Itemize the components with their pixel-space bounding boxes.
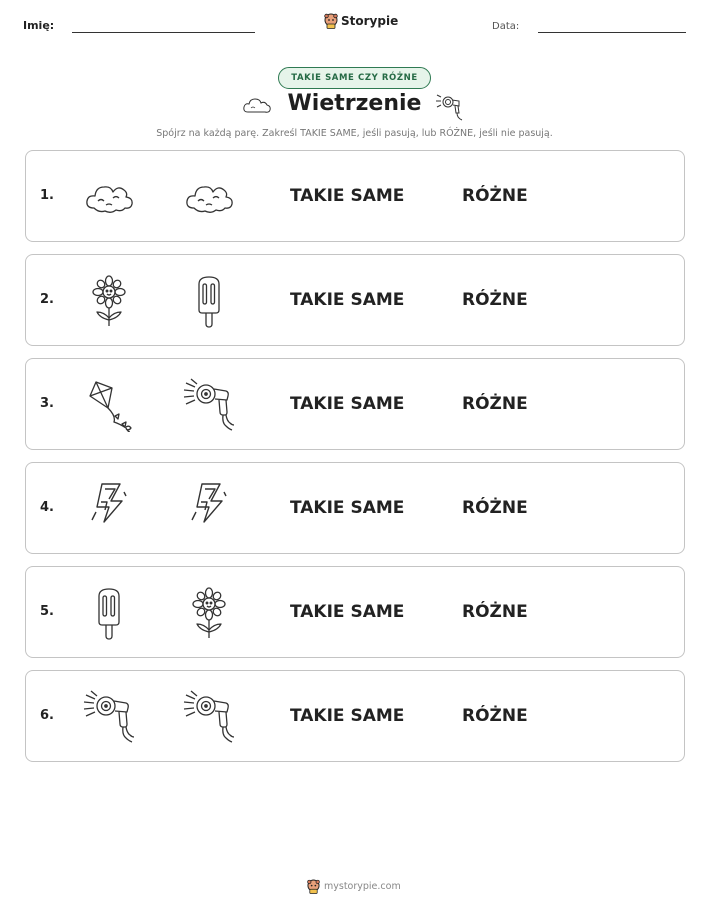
- flower-icon: [182, 586, 236, 640]
- garden-hose-icon: [182, 378, 236, 432]
- row-number: 2.: [40, 292, 54, 307]
- option-same[interactable]: TAKIE SAME: [290, 602, 405, 622]
- exercise-row: [25, 566, 685, 658]
- date-label: Data:: [492, 21, 520, 32]
- option-different[interactable]: RÓŻNE: [462, 186, 528, 206]
- row-number: 3.: [40, 396, 54, 411]
- exercise-row: [25, 150, 685, 242]
- name-field[interactable]: [72, 32, 255, 33]
- worksheet-title: Wietrzenie: [287, 91, 422, 116]
- exercise-row: [25, 462, 685, 554]
- option-same[interactable]: TAKIE SAME: [290, 290, 405, 310]
- option-same[interactable]: TAKIE SAME: [290, 394, 405, 414]
- exercise-row: [25, 670, 685, 762]
- kite-icon: [82, 378, 136, 432]
- garden-hose-icon: [82, 690, 136, 744]
- option-different[interactable]: RÓŻNE: [462, 706, 528, 726]
- flower-icon: [82, 274, 136, 328]
- option-different[interactable]: RÓŻNE: [462, 290, 528, 310]
- exercise-row: [25, 254, 685, 346]
- row-number: 4.: [40, 500, 54, 515]
- garden-hose-icon: [182, 690, 236, 744]
- brand-name: Storypie: [341, 14, 399, 28]
- footer-site: mystorypie.com: [324, 881, 401, 892]
- popsicle-icon: [82, 586, 136, 640]
- option-same[interactable]: TAKIE SAME: [290, 186, 405, 206]
- activity-badge: TAKIE SAME CZY RÓŻNE: [278, 67, 431, 89]
- cloud-icon: [82, 170, 136, 224]
- row-number: 1.: [40, 188, 54, 203]
- cloud-icon: [182, 170, 236, 224]
- lightning-icon: [182, 482, 236, 536]
- option-different[interactable]: RÓŻNE: [462, 498, 528, 518]
- storypie-mascot-icon: [307, 879, 320, 894]
- garden-hose-icon: [435, 92, 465, 122]
- footer: [307, 879, 401, 894]
- option-same[interactable]: TAKIE SAME: [290, 498, 405, 518]
- option-different[interactable]: RÓŻNE: [462, 602, 528, 622]
- popsicle-icon: [182, 274, 236, 328]
- option-same[interactable]: TAKIE SAME: [290, 706, 405, 726]
- brand-logo: [324, 13, 398, 29]
- exercise-row: [25, 358, 685, 450]
- date-field[interactable]: [538, 32, 686, 33]
- lightning-icon: [82, 482, 136, 536]
- storypie-mascot-icon: [324, 13, 338, 29]
- row-number: 5.: [40, 604, 54, 619]
- instructions: Spójrz na każdą parę. Zakreśl TAKIE SAME, jeśli pasują, lub RÓŻNE, jeśli nie pasują.: [156, 128, 553, 139]
- option-different[interactable]: RÓŻNE: [462, 394, 528, 414]
- name-label: Imię:: [23, 19, 55, 32]
- row-number: 6.: [40, 708, 54, 723]
